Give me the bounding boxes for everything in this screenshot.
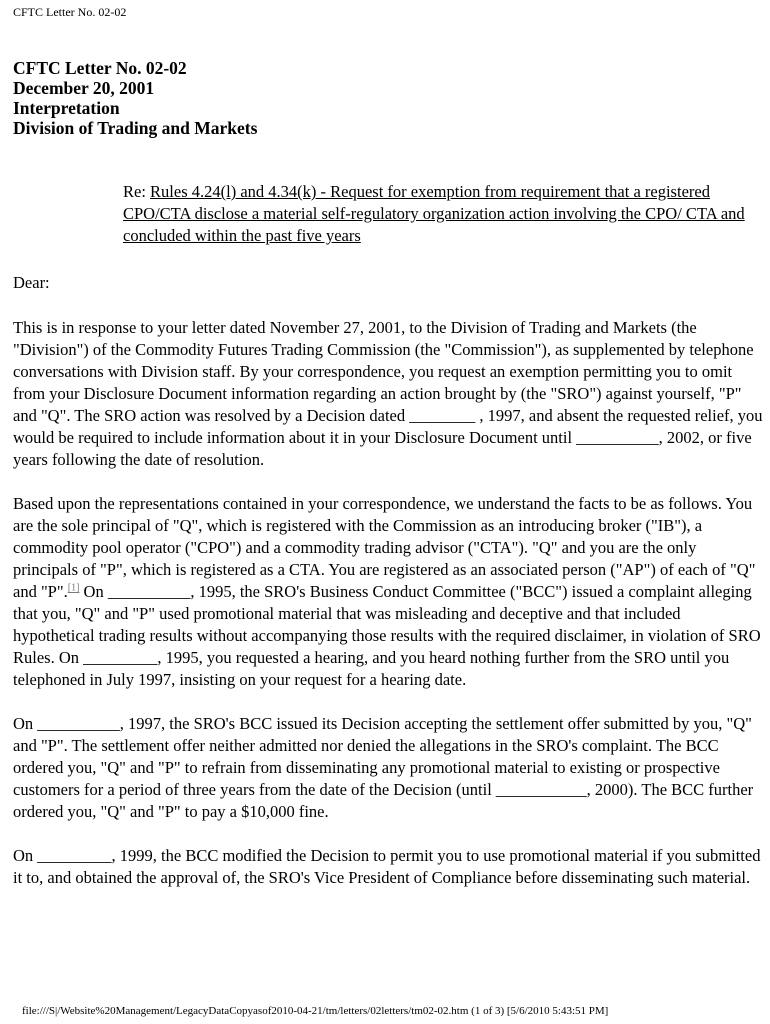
letter-heading bbox=[13, 58, 257, 138]
paragraph-modification: On _________, 1999, the BCC modified the Decision to permit you to use promotional material if you submitted it to, and obtained the approval of, the SRO's Vice President of Compliance before disseminating such material. bbox=[13, 846, 761, 887]
issuing-division: Division of Trading and Markets bbox=[13, 118, 258, 138]
facts-text-part-2: On __________, 1995, the SRO's Business Conduct Committee ("BCC") issued a complaint alleging that you, "Q" and "P" used promotional material that was misleading and deceptive and that included hypothetical trading results without accompanying those results with the required disclaimer, in violation of SRO Rules. On _________, 1995, you requested a hearing, and you heard nothing further from the SRO until you telephoned in July 1997, insisting on your request for a hearing date. bbox=[13, 582, 761, 689]
letter-type: Interpretation bbox=[13, 98, 120, 118]
paragraph-decision: On __________, 1997, the SRO's BCC issued its Decision accepting the settlement offer submitted by you, "Q" and "P". The settlement offer neither admitted nor denied the allegations in the SRO's complaint. The BCC ordered you, "Q" and "P" to refrain from disseminating any promotional material to existing or prospective customers for a period of three years from the date of the Decision (until ___________, 2000). The BCC further ordered you, "Q" and "P" to pay a $10,000 fine. bbox=[13, 714, 754, 821]
salutation: Dear: bbox=[13, 273, 50, 292]
re-prefix: Re: bbox=[123, 182, 151, 201]
paragraph-facts bbox=[13, 493, 763, 691]
letter-date: December 20, 2001 bbox=[13, 78, 155, 98]
running-header: CFTC Letter No. 02-02 bbox=[13, 5, 127, 19]
re-subject: Rules 4.24(l) and 4.34(k) - Request for exemption from requirement that a registered CPO/CTA disclose a material self-regulatory organization action involving the CPO/ CTA and concluded within the past five years bbox=[123, 182, 745, 245]
page-footer-url: file:///S|/Website%20Management/LegacyDataCopyasof2010-04-21/tm/letters/02letters/tm02-02.htm (1 of 3) [5/6/2010 5:43:51 PM] bbox=[22, 1005, 609, 1017]
facts-text-part-1: Based upon the representations contained in your correspondence, we understand the facts to be as follows. You are the sole principal of "Q", which is registered with the Commission as an introducing broker ("IB"), a commodity pool operator ("CPO") and a commodity trading advisor ("CTA"). "Q" and you are the only principals of "P", which is registered as a CTA. You are registered as an associated person ("AP") of each of "Q" and "P". bbox=[13, 494, 756, 601]
re-line bbox=[123, 181, 763, 247]
footnote-1-link[interactable]: [1] bbox=[67, 582, 80, 594]
letter-body bbox=[13, 272, 763, 911]
letter-number: CFTC Letter No. 02-02 bbox=[13, 58, 187, 78]
paragraph-request: This is in response to your letter dated November 27, 2001, to the Division of Trading and Markets (the "Division") of the Commodity Futures Trading Commission (the "Commission"), as supplemented by telephone conversations with Division staff. By your correspondence, you request an exemption permitting you to omit from your Disclosure Document information regarding an action brought by (the "SRO") against yourself, "P" and "Q". The SRO action was resolved by a Decision dated ________ , 1997, and absent the requested relief, you would be required to include information about it in your Disclosure Document until __________, 2002, or five years following the date of resolution. bbox=[13, 318, 763, 469]
